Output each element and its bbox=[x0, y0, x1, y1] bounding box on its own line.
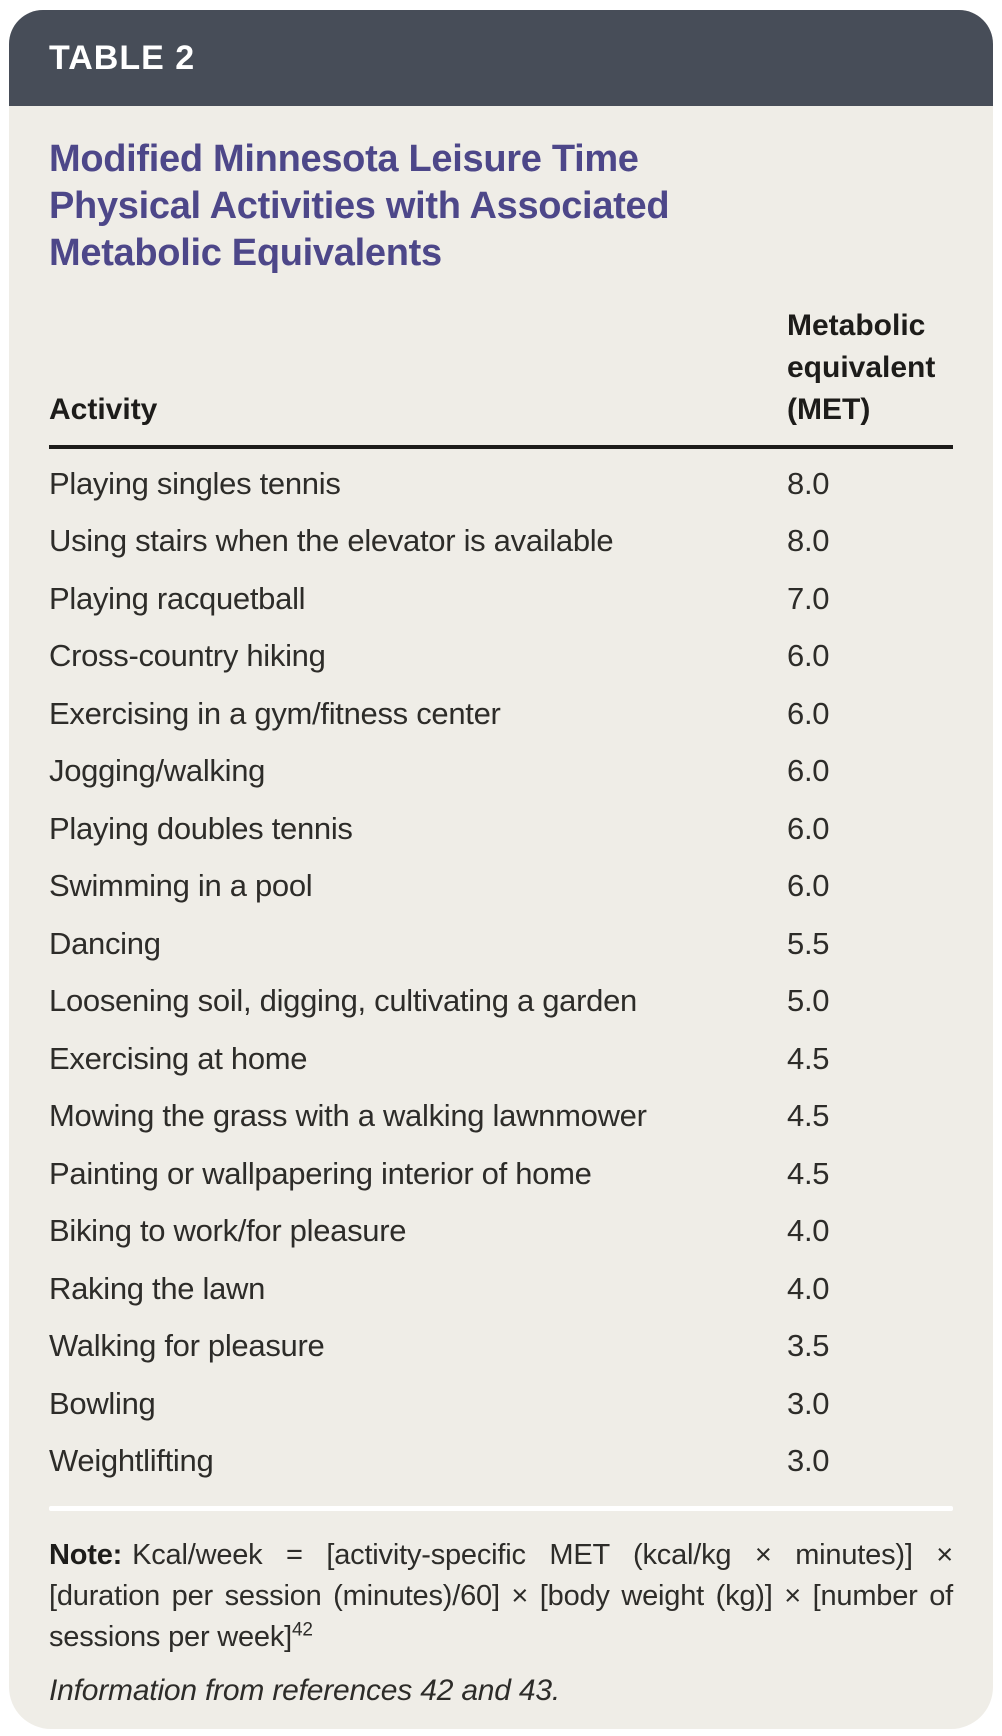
activity-cell: Mowing the grass with a walking lawnmower bbox=[49, 1098, 647, 1134]
table-row bbox=[49, 513, 953, 571]
table-row bbox=[49, 858, 953, 916]
activity-cell: Raking the lawn bbox=[49, 1270, 266, 1306]
table-card bbox=[9, 10, 993, 1729]
activity-cell: Playing racquetball bbox=[49, 580, 306, 616]
table-row bbox=[49, 1203, 953, 1261]
activity-cell: Exercising at home bbox=[49, 1040, 308, 1076]
table-row bbox=[49, 800, 953, 858]
met-cell: 4.5 bbox=[787, 1098, 830, 1134]
met-cell: 6.0 bbox=[787, 638, 830, 674]
table-title-line-1: Modified Minnesota Leisure Time bbox=[49, 138, 639, 180]
met-cell: 5.0 bbox=[787, 983, 830, 1019]
table-rows bbox=[49, 449, 953, 1490]
table-row bbox=[49, 1433, 953, 1491]
note-reference-superscript: 42 bbox=[292, 1619, 313, 1641]
activity-cell: Swimming in a pool bbox=[49, 868, 313, 904]
table-number-label: TABLE 2 bbox=[49, 38, 196, 77]
activity-cell: Biking to work/for pleasure bbox=[49, 1213, 407, 1249]
column-headers bbox=[49, 305, 953, 449]
activity-cell: Cross-country hiking bbox=[49, 638, 326, 674]
note-divider bbox=[49, 1506, 953, 1511]
source-line: Information from references 42 and 43. bbox=[49, 1674, 561, 1707]
met-cell: 4.5 bbox=[787, 1155, 830, 1191]
activity-cell: Loosening soil, digging, cultivating a garden bbox=[49, 983, 637, 1019]
activity-cell: Painting or wallpapering interior of home bbox=[49, 1155, 592, 1191]
table-row bbox=[49, 1375, 953, 1433]
activity-cell: Using stairs when the elevator is available bbox=[49, 523, 614, 559]
met-cell: 6.0 bbox=[787, 753, 830, 789]
table-note bbox=[49, 1535, 953, 1658]
met-cell: 8.0 bbox=[787, 465, 830, 501]
activity-cell: Exercising in a gym/fitness center bbox=[49, 695, 501, 731]
table-row bbox=[49, 1030, 953, 1088]
met-cell: 3.0 bbox=[787, 1385, 830, 1421]
met-cell: 7.0 bbox=[787, 580, 830, 616]
activity-cell: Jogging/walking bbox=[49, 753, 266, 789]
met-cell: 3.0 bbox=[787, 1443, 830, 1479]
met-cell: 4.5 bbox=[787, 1040, 830, 1076]
column-header-activity: Activity bbox=[49, 393, 158, 426]
met-cell: 6.0 bbox=[787, 810, 830, 846]
met-cell: 6.0 bbox=[787, 868, 830, 904]
table-row bbox=[49, 1145, 953, 1203]
table-title-line-2: Physical Activities with Associated bbox=[49, 185, 670, 227]
note-label: Note: bbox=[49, 1539, 123, 1571]
met-cell: 4.0 bbox=[787, 1213, 830, 1249]
activity-cell: Weightlifting bbox=[49, 1443, 214, 1479]
met-cell: 3.5 bbox=[787, 1328, 830, 1364]
table-header-bar bbox=[9, 10, 993, 106]
activity-cell: Playing singles tennis bbox=[49, 465, 341, 501]
met-cell: 6.0 bbox=[787, 695, 830, 731]
table-row bbox=[49, 915, 953, 973]
table-row bbox=[49, 973, 953, 1031]
table-row bbox=[49, 1088, 953, 1146]
table-row bbox=[49, 743, 953, 801]
table-title bbox=[49, 136, 953, 277]
table-row bbox=[49, 1318, 953, 1376]
met-cell: 4.0 bbox=[787, 1270, 830, 1306]
activity-cell: Walking for pleasure bbox=[49, 1328, 325, 1364]
table-row bbox=[49, 1260, 953, 1318]
note-text: Kcal/week = [activity-specific MET (kcal/kg × minutes)] × [duration per session (minutes)/60] × [body weight (kg)] × [number of sessions per week] bbox=[49, 1539, 953, 1653]
met-cell: 8.0 bbox=[787, 523, 830, 559]
table-row bbox=[49, 685, 953, 743]
activity-cell: Bowling bbox=[49, 1385, 156, 1421]
column-header-met: Metabolic equivalent (MET) bbox=[787, 309, 936, 426]
activity-cell: Dancing bbox=[49, 925, 161, 961]
table-row bbox=[49, 628, 953, 686]
table-content bbox=[9, 136, 993, 1708]
table-title-line-3: Metabolic Equivalents bbox=[49, 232, 442, 274]
table-row bbox=[49, 455, 953, 513]
met-cell: 5.5 bbox=[787, 925, 830, 961]
activity-cell: Playing doubles tennis bbox=[49, 810, 353, 846]
table-row bbox=[49, 570, 953, 628]
